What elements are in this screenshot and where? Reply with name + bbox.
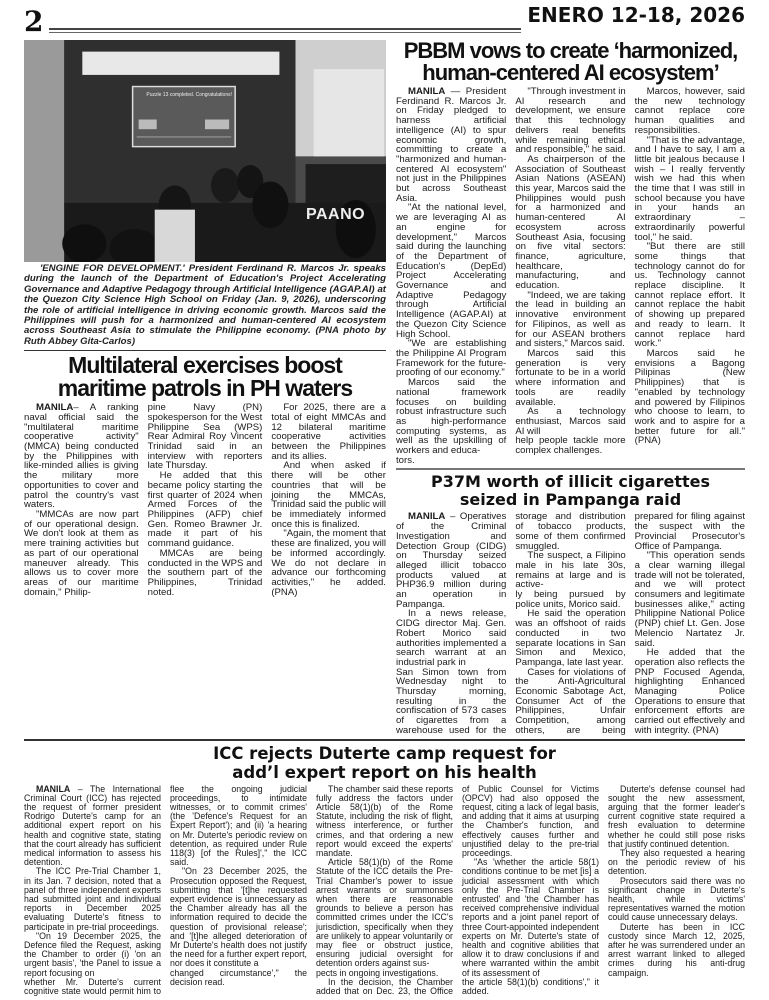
- paragraph: MMCAs are being conducted in the WPS and the southern part of the Philippines, Trinidad noted.: [147, 547, 263, 598]
- paragraph: the article 58(1)(b) conditions'," it added.: [462, 976, 599, 997]
- ai-headline: [396, 40, 745, 84]
- cigarettes-dateline: MANILA: [408, 511, 446, 523]
- paragraph: He added that the operation also reflects the PNP Focused Agenda, highlighting Enhanced Managing Police Operations to ensure that enforcement efforts are carried out effectively and with integrity. (PNA): [634, 647, 745, 736]
- page-header: [24, 3, 745, 38]
- ai-dateline: MANILA: [408, 86, 446, 97]
- cigarettes-body: [396, 512, 745, 735]
- paragraph: – Operatives of the Criminal Investigation and Detection Group (CIDG) on Thursday seized alleged illicit tobacco products valued at PHP36.9 million during an operation in Pampanga.: [396, 511, 507, 610]
- paragraph: The chamber said these reports fully address the factors under Article 58(1)(b) of the Rome Statute, including the risk of flight, witness interference, or further crimes, and that ordering a new report would exceed the experts' mandate.: [316, 783, 453, 859]
- icc-headline: [24, 744, 745, 782]
- cigarettes-headline-line-1: P37M worth of illicit cigarettes: [430, 472, 711, 492]
- paragraph: And when asked if there will be other countries that will be joining the MMCAs, Trinidad said the public will be immediately informed once this is finalized.: [271, 460, 386, 530]
- left-half: [24, 40, 386, 736]
- paragraph: "This operation sends a clear warning illegal trade will not be tolerated, and we will protect consumers and legitimate businesses alike," acting Philippine National Police (PNP) chief Lt. Gen. Jose Melencio Nartatez Jr. said.: [634, 550, 745, 649]
- paragraph: Article 58(1)(b) of the Rome Statute of the ICC details the Pre-Trial Chamber's power to issue arrest warrants or summonses when there are reasonable grounds to believe a person has committed crimes under the ICC's jurisdiction, specifically when they are unlikely to appear voluntarily or may flee or obstruct justice, ensuring judicial oversight for detention orders against sus-: [316, 857, 453, 969]
- paragraph: "That is the advantage, and I have to say, I am a little bit jealous because I wish – I really fervently wish we had this when the time that I was still in school because you have in your hands an extraordinary – extraordinarily powerful tool," he said.: [634, 134, 745, 243]
- paragraph: Duterte has been in ICC custody since March 12, 2025, after he was surrendered under an arrest warrant linked to alleged crimes during his anti-drug campaign.: [608, 921, 745, 978]
- paragraph: As a technology enthusiast, Marcos said AI will: [515, 406, 626, 437]
- icc-dateline: MANILA: [36, 783, 71, 794]
- paragraph: "Indeed, we are taking the lead in building an innovative environment for Filipinos, as well as for our ASEAN brothers and sisters," Marcos said.: [515, 289, 626, 350]
- icc-body: [24, 785, 745, 997]
- paragraph: He said the operation was an offshoot of raids conducted in two separate locations in San Simon and Mexico, Pampanga, late last year.: [515, 608, 626, 668]
- paragraph: "MMCAs are now part of our operational design. We don't look at them as mere training activities but as part of our operational maneuver already. This allows us to cover more areas of our maritime domain," Philip-: [24, 508, 139, 598]
- ai-headline-line-1: PBBM vows to create ‘harmonized,: [403, 38, 738, 63]
- paragraph: changed circumstance'," the decision read.: [170, 967, 307, 987]
- icc-headline-line-2: add’l expert report on his health: [232, 762, 537, 782]
- paragraph: pects in ongoing investigations.: [316, 967, 439, 978]
- paragraph: Marcos said this generation is very fortunate to be in a world where information and tools are readily available.: [515, 347, 626, 408]
- maritime-headline: [24, 354, 386, 400]
- header-rule: [49, 28, 521, 33]
- paragraph: tors.: [396, 454, 415, 466]
- right-half: [396, 40, 745, 736]
- paragraph: whether Mr. Duterte's current cognitive state would permit him to flee the ongoing judicial proceedings, to intimidate witnesses, or to commit crimes' (the 'Defence's Request for an Expert Report'); and (ii) 'a hearing on Mr. Duterte's periodic review on detention, as required under Rule 118(3) [of the Rules]'," the ICC said.: [24, 783, 307, 997]
- maritime-body: [24, 403, 386, 597]
- paragraph: He added that this became policy starting the first quarter of 2024 when Armed Forces of the Philippines (AFP) chief Gen. Romeo Brawner Jr. made it part of his command guidance.: [147, 470, 263, 550]
- paragraph: "Through investment in AI research and development, we ensure that this technology delivers real benefits while remaining ethical and responsible," he said.: [515, 86, 626, 156]
- banner-text: PAANO: [306, 206, 366, 223]
- cigarettes-headline-line-2: seized in Pampanga raid: [459, 490, 682, 510]
- divider: [396, 468, 745, 470]
- paragraph: "On 19 December 2025, the Defence filed the Request, asking the Chamber to order (i) 'on an urgent basis', 'the Panel to issue a report focusing on: [24, 930, 161, 978]
- cigarettes-headline: [396, 473, 745, 509]
- paragraph: In a news release, CIDG director Maj. Gen. Robert Morico said authorities implemented a search warrant at an industrial park in: [396, 608, 507, 668]
- photo-illustration: [24, 40, 386, 262]
- maritime-headline-line-2: maritime patrols in PH waters: [57, 375, 353, 402]
- paragraph: help people tackle more complex challenges.: [515, 435, 626, 457]
- ai-headline-line-2: human-centered AI ecosystem’: [422, 60, 719, 85]
- paragraph: The suspect, a Filipino male in his late 30s, remains at large and is active-: [515, 550, 626, 591]
- paragraph: — President Ferdinand R. Marcos Jr. on Friday pledged to harness artificial intelligence (AI) to spur economic growth, committing to create a "harmonized and human-centered AI ecosystem" not just in the Philippines but across Southeast Asia.: [396, 86, 507, 204]
- paragraph: As chairperson of the Association of Southeast Asian Nations (ASEAN) this year, Marcos said the Philippines would push for a harmonized and human-centered AI ecosystem across Southeast Asia, focusing on five vital sectors: finance, agriculture, healthcare, manufacturing, and education.: [515, 153, 626, 292]
- icc-headline-line-1: ICC rejects Duterte camp request for: [213, 743, 556, 763]
- divider: [24, 350, 386, 351]
- caption-text: 'ENGINE FOR DEVELOPMENT.' President Ferdinand R. Marcos Jr. speaks during the launch of the Department of Education's Project Accelerating Governance and Adaptive Pedagogy through Artificial Intelligence (AGAP.AI) at the Quezon City Science High School on Friday (Jan. 9, 2026), underscoring the role of artificial intelligence in driving economic growth. Marcos said the Philippines will push for a harmonized and human-centered AI ecosystem across Southeast Asia to stimulate the Philippine economy. (PNA photo by Ruth Abbey Gita-Carlos): [24, 263, 386, 347]
- page-grid: [24, 40, 745, 736]
- paragraph: "On 23 December 2025, the Prosecution opposed the Request, submitting that '[t]he requested expert evidence is unnecessary as the Chamber already has all the information required to decide the question of provisional release'; and '[t]he alleged deterioration of Mr Duterte's health does not justify the need for a further expert report, nor does it constitute a: [170, 866, 307, 969]
- paragraph: "As 'whether the article 58(1) conditions continue to be met [is] a judicial assessment with which only the Pre-Trial Chamber is entrusted' and 'the Chamber has received comprehensive individual reports and a joint panel report of three Court-appointed independent experts on Mr. Duterte's state of health and cognitive abilities that allow it to draw conclusions if and where warranted within the ambit of its assessment of: [462, 857, 599, 978]
- paragraph: For 2025, there are a total of eight MMCAs and 12 bilateral maritime cooperative activities between the Philippines and its allies.: [271, 402, 386, 462]
- paragraph: Prosecutors said there was no significant change in Duterte's health, while victims' representatives warned the motion could cause unnecessary delays.: [608, 875, 745, 923]
- paragraph: Cases for violations of the Anti-Agricultural Economic Sabotage Act, Consumer Act of the Philippines, Unfair Competition, among others, are being prepared for filing against the suspect with the Provincial Prosecutor's Office of Pampanga.: [515, 511, 745, 736]
- paragraph: "At the national level, we are leveraging AI as an engine for development," Marcos said during the launching of the Department of Education's (DepEd) Project Accelerating Governance and Adaptive Pedagogy through Artificial Intelligence (AGAP.AI) at the Quezon City Science High School.: [396, 202, 507, 340]
- paragraph: They also requested a hearing on the periodic review of his detention.: [608, 848, 745, 877]
- paragraph: "We are establishing the Philippine AI Program Framework for the future-proofing of our economy.": [396, 338, 507, 379]
- paragraph: Marcos said the national framework focuses on building robust infrastructure such as high-performance computing systems, as well as the upskilling of workers and educa-: [396, 377, 507, 457]
- news-photo: [24, 40, 386, 262]
- paragraph: Duterte's defense counsel had sought the new assessment, arguing that the former leader's current cognitive state required a fresh evaluation to determine whether he could still pose risks that justify continued detention.: [608, 783, 745, 849]
- paragraph: – The International Criminal Court (ICC) has rejected the request of former president Rodrigo Duterte's camp for an additional expert report on his health and cognitive state, stating that the court already has sufficient medical information to assess his detention.: [24, 783, 161, 868]
- paragraph: Marcos said he envisions a Bagong Pilipinas (New Philippines) that is "enabled by technology and powered by Filipinos who choose to learn, to work and to aspire for a better future for all." (PNA): [634, 347, 745, 447]
- divider: [24, 739, 745, 741]
- maritime-dateline: MANILA: [36, 402, 74, 414]
- ai-body: [396, 87, 745, 465]
- paragraph: pine Navy (PN) spokesperson for the West Philippine Sea (WPS) Rear Admiral Roy Vincent Trinidad said in an interview with reporters late Thursday.: [147, 402, 263, 472]
- paragraph: San Simon town from Wednesday night to Thursday morning, resulting in the confiscation of 573 cases of cigarettes from a warehouse used for the storage and distribution of tobacco products, some of them confirmed smuggled.: [396, 511, 626, 736]
- paragraph: "But there are still some things that technology cannot do for us. Technology cannot replace discipline. It cannot replace effort. It cannot replace the habit of showing up prepared and ready to learn. It cannot replace hard work.": [634, 241, 745, 350]
- paragraph: Marcos, however, said the new technology cannot replace core human qualities and responsibilities.: [634, 86, 745, 136]
- photo-caption: [24, 264, 386, 347]
- paragraph: ly being pursued by police units, Morico said.: [515, 589, 626, 610]
- paragraph: – A ranking naval official said the "multilateral maritime cooperative activity" (MMCA) being conducted by the Philippines with like-minded allies is giving the military more opportunities to cover and patrol the country's vast waters.: [24, 402, 139, 511]
- screen-dialog-title: Puzzle 13 completed. Congratulations!: [146, 92, 232, 98]
- maritime-headline-line-1: Multilateral exercises boost: [68, 352, 342, 379]
- paragraph: The ICC Pre-Trial Chamber 1, in its Jan. 7 decision, noted that a panel of three independent experts had submitted joint and individual reports in December 2025 evaluating Duterte's fitness to participate in pre-trial proceedings.: [24, 866, 161, 932]
- paragraph: "Again, the moment that these are finalized, you will be informed accordingly. We do not declare in advance our forthcoming activities," he added. (PNA): [271, 528, 386, 598]
- paragraph: In the decision, the Chamber added that on Dec. 23, the Office of Public Counsel for Victims (OPCV) had also opposed the request, citing a lack of legal basis, and adding that it aims at usurping the Chamber's function, and effectively causes further and unjustified delay to the pre-trial proceedings.: [316, 783, 599, 997]
- page-number: 2: [24, 5, 44, 38]
- issue-date: ENERO 12-18, 2026: [527, 3, 745, 27]
